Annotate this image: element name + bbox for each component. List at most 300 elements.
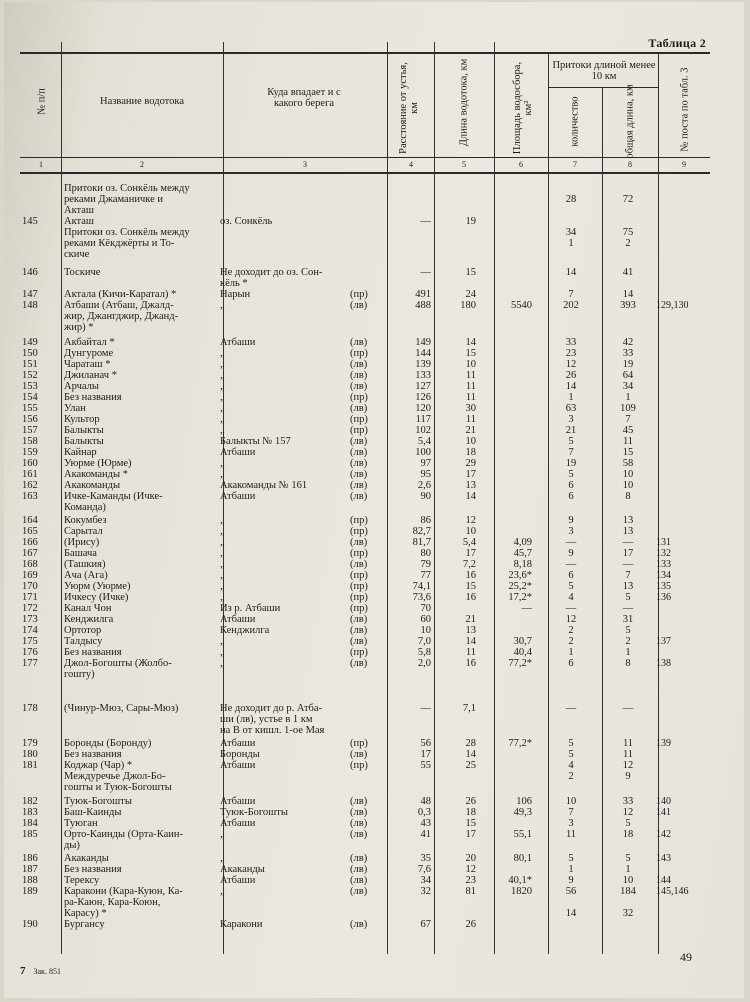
cell-name: Кенджилга <box>64 614 114 625</box>
table-label: Таблица 2 <box>648 36 706 50</box>
cell-num: 151 <box>22 359 38 370</box>
cell-len: 13 <box>465 625 476 636</box>
cell-where: „ <box>220 392 225 403</box>
cell-name: Акбайтал * <box>64 337 115 348</box>
cell-tot: 8 <box>625 658 631 669</box>
cell-post: 138 <box>656 658 671 669</box>
cell-tot: — <box>622 703 634 714</box>
cell-post: 135 <box>656 581 671 592</box>
cell-bank: (лв) <box>350 625 368 636</box>
cell-tot: 19 <box>622 359 634 370</box>
cell-num: 160 <box>22 458 38 469</box>
cell-len: 23 <box>465 875 476 886</box>
tribs-subheader-rule <box>548 87 658 88</box>
cell-where: Атбаши <box>220 447 256 458</box>
cell-len: 21 <box>465 425 476 436</box>
cell-bank: (лв) <box>350 491 368 502</box>
cell-dist: 10 <box>420 625 431 636</box>
cell-bank: (пр) <box>350 738 368 749</box>
cell-cnt: 5 <box>568 469 574 480</box>
cell-num: 176 <box>22 647 38 658</box>
cell-post: 134 <box>656 570 671 581</box>
cell-name: ды) <box>64 840 80 851</box>
cell-tot: 64 <box>622 370 634 381</box>
cell-where: „ <box>220 359 225 370</box>
cell-num: 161 <box>22 469 38 480</box>
cell-post: 139 <box>656 738 671 749</box>
cell-name: Акташ <box>64 216 95 227</box>
cell-dist: 35 <box>420 853 431 864</box>
colnum-bottom-rule <box>20 172 710 174</box>
cell-cnt: 5 <box>568 436 574 447</box>
cell-bank: (лв) <box>350 749 368 760</box>
cell-num: 182 <box>22 796 38 807</box>
cell-cnt: 202 <box>563 300 579 311</box>
cell-bank: (лв) <box>350 537 368 548</box>
cell-num: 180 <box>22 749 38 760</box>
cell-len: 14 <box>465 636 476 647</box>
cell-cnt: 14 <box>565 908 577 919</box>
col-divider-6 <box>548 54 549 954</box>
cell-len: 11 <box>465 392 476 403</box>
cell-dist: 133 <box>415 370 431 381</box>
cell-where: „ <box>220 348 225 359</box>
cell-cnt: 6 <box>568 491 574 502</box>
cell-dist: — <box>420 216 431 227</box>
cell-name: Культор <box>64 414 100 425</box>
cell-num: 171 <box>22 592 38 603</box>
cell-num: 155 <box>22 403 38 414</box>
cell-bank: (пр) <box>350 647 368 658</box>
cell-tot: 5 <box>625 853 631 864</box>
cell-area: 17,2* <box>508 592 532 603</box>
cell-dist: 60 <box>420 614 431 625</box>
cell-bank: (лв) <box>350 636 368 647</box>
cell-cnt: 14 <box>565 381 577 392</box>
cell-tot: 1 <box>625 392 631 403</box>
colnum-8: 8 <box>628 160 632 169</box>
cell-where: Нарын <box>220 289 251 300</box>
cell-tot: — <box>622 603 634 614</box>
cell-tot: 9 <box>625 771 631 782</box>
cell-tot: 33 <box>622 796 634 807</box>
cell-where: „ <box>220 526 225 537</box>
cell-cnt: 9 <box>568 548 574 559</box>
cell-num: 172 <box>22 603 38 614</box>
cell-num: 162 <box>22 480 38 491</box>
cell-num: 166 <box>22 537 38 548</box>
cell-cnt: — <box>565 537 577 548</box>
cell-num: 158 <box>22 436 38 447</box>
cell-num: 159 <box>22 447 38 458</box>
cell-name: Дунгуроме <box>64 348 114 359</box>
cell-tot: 5 <box>625 625 631 636</box>
cell-num: 156 <box>22 414 38 425</box>
cell-where: Каракони <box>220 919 263 930</box>
cell-tot: 10 <box>622 480 634 491</box>
cell-len: 10 <box>465 359 476 370</box>
cell-name: Туюк-Богошты <box>64 796 132 807</box>
cell-bank: (пр) <box>350 348 368 359</box>
header-bottom-rule <box>20 157 710 158</box>
cell-cnt: 33 <box>565 337 577 348</box>
cell-len: 17 <box>465 548 476 559</box>
cell-name: Терексу <box>64 875 100 886</box>
cell-where: „ <box>220 403 225 414</box>
cell-cnt: 7 <box>568 447 574 458</box>
cell-name: Джиланач * <box>64 370 117 381</box>
cell-where: Атбаши <box>220 614 256 625</box>
cell-num: 173 <box>22 614 38 625</box>
cell-cnt: 1 <box>568 238 574 249</box>
cell-name: Сарытал <box>64 526 103 537</box>
cell-name: Кокумбез <box>64 515 107 526</box>
cell-num: 145 <box>22 216 38 227</box>
cell-area: 4,09 <box>513 537 532 548</box>
cell-name: Притоки оз. Сонкёль между <box>64 227 190 238</box>
cell-bank: (лв) <box>350 337 368 348</box>
cell-name: Без названия <box>64 864 122 875</box>
cell-dist: 32 <box>420 886 431 897</box>
cell-len: 14 <box>465 491 476 502</box>
cell-tot: 10 <box>622 875 634 886</box>
cell-dist: 149 <box>415 337 431 348</box>
cell-dist: 86 <box>420 515 431 526</box>
cell-bank: (пр) <box>350 592 368 603</box>
cell-cnt: 26 <box>565 370 577 381</box>
cell-name: Арчалы <box>64 381 99 392</box>
cell-area: 55,1 <box>513 829 532 840</box>
cell-cnt: 2 <box>568 636 574 647</box>
cell-name: (Ташкия) <box>64 559 106 570</box>
cell-area: 77,2* <box>508 738 532 749</box>
cell-where: ши (лв), устье в 1 км <box>220 714 313 725</box>
cell-name: Акакоманды * <box>64 469 128 480</box>
cell-name: жир, Джангджир, Джанд- <box>64 311 179 322</box>
cell-where: Боронды <box>220 749 260 760</box>
cell-dist: 48 <box>420 796 431 807</box>
cell-tot: — <box>622 537 634 548</box>
cell-dist: 120 <box>415 403 431 414</box>
cell-num: 146 <box>22 267 38 278</box>
cell-cnt: 12 <box>565 614 577 625</box>
cell-len: 7,1 <box>462 703 476 714</box>
cell-len: 14 <box>465 337 476 348</box>
cell-where: Из р. Атбаши <box>220 603 281 614</box>
cell-tot: 17 <box>622 548 634 559</box>
cell-post: 129,130 <box>656 300 689 311</box>
header-post: № поста по табл. 3 <box>679 67 691 152</box>
cell-dist: 95 <box>420 469 431 480</box>
cell-name: Баш-Каинды <box>64 807 122 818</box>
cell-post: 144 <box>656 875 671 886</box>
cell-tot: 42 <box>622 337 634 348</box>
cell-cnt: — <box>565 603 577 614</box>
cell-cnt: 7 <box>568 289 574 300</box>
header-num: № п/п <box>36 88 48 115</box>
cell-area: 1820 <box>511 886 532 897</box>
cell-num: 169 <box>22 570 38 581</box>
cell-cnt: 2 <box>568 771 574 782</box>
cell-cnt: — <box>565 559 577 570</box>
cell-bank: (пр) <box>350 581 368 592</box>
cell-name: Актала (Кичи-Каратал) * <box>64 289 177 300</box>
cell-tot: 11 <box>622 749 634 760</box>
cell-where: Не доходит до оз. Сон- <box>220 267 323 278</box>
cell-cnt: 5 <box>568 853 574 864</box>
cell-dist: 0,3 <box>417 807 431 818</box>
cell-bank: (лв) <box>350 864 368 875</box>
cell-area: 5540 <box>511 300 532 311</box>
cell-where: „ <box>220 469 225 480</box>
cell-tot: 41 <box>622 267 634 278</box>
cell-area: 25,2* <box>508 581 532 592</box>
colnum-1: 1 <box>39 160 43 169</box>
cell-tot: 45 <box>622 425 634 436</box>
header-area: Площадь водосбора, км² <box>512 61 534 155</box>
cell-dist: 77 <box>420 570 431 581</box>
cell-bank: (пр) <box>350 425 368 436</box>
cell-tot: — <box>622 559 634 570</box>
cell-name: Ичке-Каманды (Ичке- <box>64 491 163 502</box>
cell-dist: 79 <box>420 559 431 570</box>
cell-name: Тоскиче <box>64 267 101 278</box>
cell-bank: (лв) <box>350 658 368 669</box>
cell-bank: (лв) <box>350 875 368 886</box>
cell-tot: 13 <box>622 526 634 537</box>
colnum-9: 9 <box>682 160 686 169</box>
cell-len: 15 <box>465 348 476 359</box>
cell-len: 17 <box>465 469 476 480</box>
cell-num: 157 <box>22 425 38 436</box>
cell-tot: 75 <box>622 227 634 238</box>
cell-num: 170 <box>22 581 38 592</box>
cell-bank: (пр) <box>350 603 368 614</box>
cell-dist: 127 <box>415 381 431 392</box>
header-total: общая длина, км <box>624 84 636 159</box>
cell-where: „ <box>220 425 225 436</box>
cell-dist: 82,7 <box>412 526 431 537</box>
cell-cnt: 1 <box>568 647 574 658</box>
cell-dist: 7,0 <box>417 636 431 647</box>
cell-area: 40,4 <box>513 647 532 658</box>
cell-bank: (лв) <box>350 370 368 381</box>
cell-len: 14 <box>465 749 476 760</box>
cell-where: Не доходит до р. Атба- <box>220 703 323 714</box>
cell-where: Атбаши <box>220 818 256 829</box>
cell-cnt: 14 <box>565 267 577 278</box>
cell-where: „ <box>220 658 225 669</box>
cell-where: „ <box>220 559 225 570</box>
cell-bank: (лв) <box>350 480 368 491</box>
cell-bank: (лв) <box>350 807 368 818</box>
cell-name: Без названия <box>64 749 122 760</box>
cell-len: 26 <box>465 919 476 930</box>
cell-name: гошту) <box>64 669 95 680</box>
cell-cnt: 11 <box>565 829 577 840</box>
cell-where: „ <box>220 581 225 592</box>
cell-cnt: 3 <box>568 414 574 425</box>
cell-len: 5,4 <box>462 537 476 548</box>
cell-len: 20 <box>465 853 476 864</box>
cell-area: 45,7 <box>513 548 532 559</box>
cell-name: Балыкты <box>64 425 104 436</box>
cell-num: 153 <box>22 381 38 392</box>
cell-len: 11 <box>465 647 476 658</box>
cell-num: 165 <box>22 526 38 537</box>
cell-dist: 2,6 <box>417 480 431 491</box>
cell-post: 142 <box>656 829 671 840</box>
col-divider-8 <box>658 54 659 954</box>
cell-tot: 184 <box>620 886 636 897</box>
cell-num: 149 <box>22 337 38 348</box>
cell-cnt: 5 <box>568 581 574 592</box>
cell-len: 18 <box>465 807 476 818</box>
cell-num: 179 <box>22 738 38 749</box>
cell-area: 106 <box>516 796 532 807</box>
cell-num: 183 <box>22 807 38 818</box>
cell-len: 11 <box>465 381 476 392</box>
cell-where: Атбаши <box>220 875 256 886</box>
col-divider-4 <box>434 42 435 954</box>
cell-name: Акташ <box>64 205 95 216</box>
cell-dist: 491 <box>415 289 431 300</box>
cell-where: „ <box>220 592 225 603</box>
cell-dist: 74,1 <box>412 581 431 592</box>
cell-cnt: — <box>565 703 577 714</box>
colnum-7: 7 <box>573 160 577 169</box>
header-tribs: Притоки длиной менее 10 км <box>552 60 656 82</box>
cell-tot: 32 <box>622 908 634 919</box>
cell-len: 11 <box>465 370 476 381</box>
cell-dist: 126 <box>415 392 431 403</box>
cell-name: (Чинур-Мюз, Сары-Мюз) <box>64 703 179 714</box>
top-rule <box>20 52 710 54</box>
cell-name: Талдысу <box>64 636 103 647</box>
cell-name: Туюган <box>64 818 98 829</box>
cell-tot: 1 <box>625 864 631 875</box>
cell-name: гошты и Туюк-Богошты <box>64 782 172 793</box>
cell-where: Атбаши <box>220 738 256 749</box>
cell-tot: 2 <box>625 238 631 249</box>
cell-name: реками Кёкджёрты и То- <box>64 238 175 249</box>
footer-order: Зак. 851 <box>33 967 61 976</box>
cell-cnt: 4 <box>568 592 574 603</box>
cell-num: 186 <box>22 853 38 864</box>
cell-num: 185 <box>22 829 38 840</box>
cell-dist: 70 <box>420 603 431 614</box>
cell-where: „ <box>220 515 225 526</box>
cell-cnt: 6 <box>568 570 574 581</box>
cell-dist: 43 <box>420 818 431 829</box>
cell-len: 30 <box>465 403 476 414</box>
cell-bank: (пр) <box>350 548 368 559</box>
cell-cnt: 7 <box>568 807 574 818</box>
cell-num: 148 <box>22 300 38 311</box>
cell-area: 80,1 <box>513 853 532 864</box>
cell-cnt: 21 <box>565 425 577 436</box>
cell-len: 7,2 <box>462 559 476 570</box>
cell-len: 18 <box>465 447 476 458</box>
cell-where: „ <box>220 414 225 425</box>
cell-tot: 12 <box>622 807 634 818</box>
cell-len: 12 <box>465 515 476 526</box>
cell-where: Акакоманды № 161 <box>220 480 308 491</box>
cell-len: 16 <box>465 592 476 603</box>
cell-tot: 10 <box>622 469 634 480</box>
cell-dist: 102 <box>415 425 431 436</box>
cell-cnt: 3 <box>568 526 574 537</box>
cell-name: Балыкты <box>64 436 104 447</box>
cell-len: 15 <box>465 581 476 592</box>
cell-cnt: 10 <box>565 796 577 807</box>
cell-name: жир) * <box>64 322 94 333</box>
cell-post: 143 <box>656 853 671 864</box>
cell-len: 15 <box>465 818 476 829</box>
cell-name: Карасу) * <box>64 908 107 919</box>
cell-bank: (лв) <box>350 359 368 370</box>
cell-len: 29 <box>465 458 476 469</box>
cell-tot: 58 <box>622 458 634 469</box>
header-len: Длина водотока, км <box>458 58 470 147</box>
cell-bank: (лв) <box>350 436 368 447</box>
cell-name: Ортотор <box>64 625 102 636</box>
cell-bank: (лв) <box>350 853 368 864</box>
cell-area: 23,6* <box>508 570 532 581</box>
cell-dist: 117 <box>415 414 431 425</box>
cell-dist: 73,6 <box>412 592 431 603</box>
cell-where: Туюк-Богошты <box>220 807 288 818</box>
cell-where: „ <box>220 537 225 548</box>
cell-post: 145,146 <box>656 886 689 897</box>
cell-post: 141 <box>656 807 671 818</box>
cell-cnt: 12 <box>565 359 577 370</box>
cell-post: 140 <box>656 796 671 807</box>
cell-num: 150 <box>22 348 38 359</box>
colnum-3: 3 <box>303 160 307 169</box>
cell-dist: 55 <box>420 760 431 771</box>
cell-name: Каракони (Кара-Куюн, Ка- <box>64 886 183 897</box>
cell-bank: (пр) <box>350 760 368 771</box>
colnum-5: 5 <box>462 160 466 169</box>
cell-len: 15 <box>465 267 476 278</box>
header-dist: Расстояние от устья, км <box>398 62 420 154</box>
cell-cnt: 23 <box>565 348 577 359</box>
cell-dist: 144 <box>415 348 431 359</box>
cell-len: 17 <box>465 829 476 840</box>
colnum-2: 2 <box>140 160 144 169</box>
cell-tot: 72 <box>622 194 634 205</box>
cell-name: Улан <box>64 403 86 414</box>
cell-cnt: 3 <box>568 818 574 829</box>
cell-name: Без названия <box>64 647 122 658</box>
cell-tot: 18 <box>622 829 634 840</box>
cell-dist: 5,4 <box>417 436 431 447</box>
cell-num: 187 <box>22 864 38 875</box>
cell-bank: (лв) <box>350 403 368 414</box>
cell-bank: (лв) <box>350 614 368 625</box>
cell-name: Междуречье Джол-Бо- <box>64 771 166 782</box>
cell-name: (Ирису) <box>64 537 100 548</box>
cell-name: Ача (Ага) <box>64 570 108 581</box>
cell-num: 188 <box>22 875 38 886</box>
cell-dist: — <box>420 703 431 714</box>
cell-tot: 34 <box>622 381 634 392</box>
cell-where: „ <box>220 647 225 658</box>
cell-tot: 7 <box>625 414 631 425</box>
cell-dist: 488 <box>415 300 431 311</box>
cell-area: 30,7 <box>513 636 532 647</box>
